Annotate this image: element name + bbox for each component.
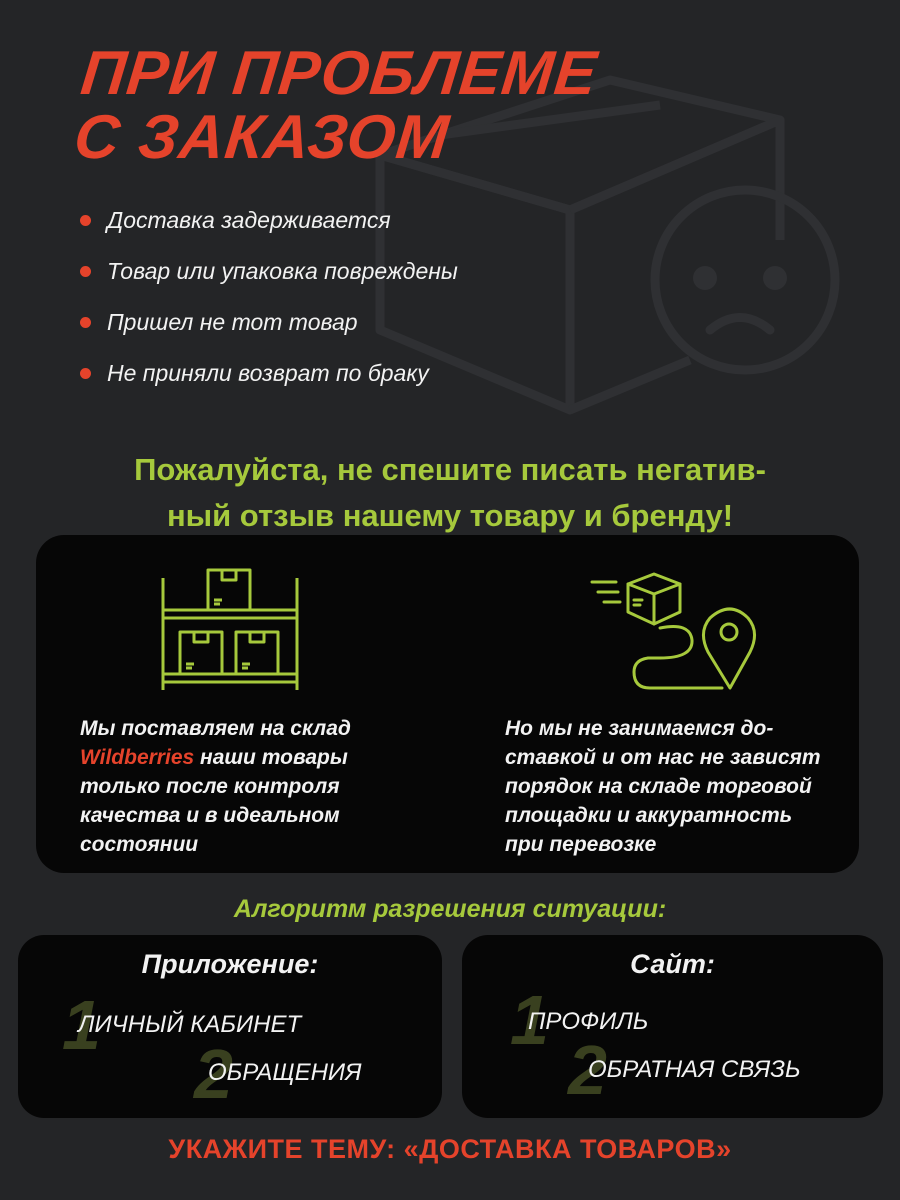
problem-text: Товар или упаковка повреждены	[107, 258, 458, 284]
plea-line-2: ный отзыв нашему товару и бренду!	[166, 498, 734, 533]
quality-line-1: Мы поставляем на склад	[80, 717, 351, 740]
site-card-heading: Сайт:	[630, 949, 715, 979]
warehouse-shelf-icon	[160, 568, 300, 693]
app-step-1: ЛИЧНЫЙ КАБИНЕТ	[78, 1011, 302, 1038]
delivery-line-3: порядок на складе торговой	[505, 775, 812, 798]
bullet-icon	[80, 317, 91, 328]
quality-statement	[80, 714, 410, 859]
app-card-heading: Приложение:	[141, 949, 319, 979]
step-number-2: 2	[568, 1031, 607, 1109]
list-item	[80, 348, 458, 399]
delivery-statement	[505, 714, 855, 859]
plea-line-1: Пожалуйста, не спешите писать негатив-	[134, 452, 766, 487]
problem-text: Не приняли возврат по браку	[107, 360, 429, 386]
title-line-1: ПРИ ПРОБЛЕМЕ	[77, 39, 601, 108]
algorithm-title: Алгоритм разрешения ситуации:	[233, 895, 667, 923]
list-item	[80, 297, 458, 348]
bullet-icon	[80, 215, 91, 226]
quality-line-2-rest: наши товары	[194, 746, 348, 769]
delivery-line-1: Но мы не занимаемся до-	[505, 717, 774, 740]
quality-line-4: качества и в идеальном	[80, 804, 340, 827]
app-step-2: ОБРАЩЕНИЯ	[208, 1059, 362, 1086]
quality-line-5: состоянии	[80, 833, 199, 856]
plea-message	[0, 447, 900, 539]
problem-text: Пришел не тот товар	[107, 309, 358, 335]
list-item	[80, 195, 458, 246]
step-number-1: 1	[510, 981, 549, 1059]
site-step-1: ПРОФИЛЬ	[528, 1008, 649, 1035]
delivery-line-4: площадки и аккуратность	[505, 804, 793, 827]
quality-line-3: только после контроля	[80, 775, 340, 798]
title-line-2: С ЗАКАЗОМ	[71, 103, 453, 172]
bullet-icon	[80, 266, 91, 277]
list-item	[80, 246, 458, 297]
topic-instruction: УКАЖИТЕ ТЕМУ: «ДОСТАВКА ТОВАРОВ»	[168, 1134, 732, 1164]
bullet-icon	[80, 368, 91, 379]
step-number-2: 2	[194, 1035, 233, 1113]
delivery-line-2: ставкой и от нас не зависят	[505, 746, 821, 769]
problem-list	[80, 195, 458, 399]
step-number-1: 1	[62, 986, 101, 1064]
site-card	[462, 935, 883, 1118]
page-title	[71, 39, 601, 172]
problem-text: Доставка задерживается	[107, 207, 391, 233]
quality-line-2	[80, 743, 410, 772]
app-card	[18, 935, 442, 1118]
site-step-2: ОБРАТНАЯ СВЯЗЬ	[588, 1056, 801, 1083]
delivery-line-5: при перевозке	[505, 833, 657, 856]
brand-name: Wildberries	[80, 746, 195, 769]
delivery-route-icon	[590, 570, 760, 695]
